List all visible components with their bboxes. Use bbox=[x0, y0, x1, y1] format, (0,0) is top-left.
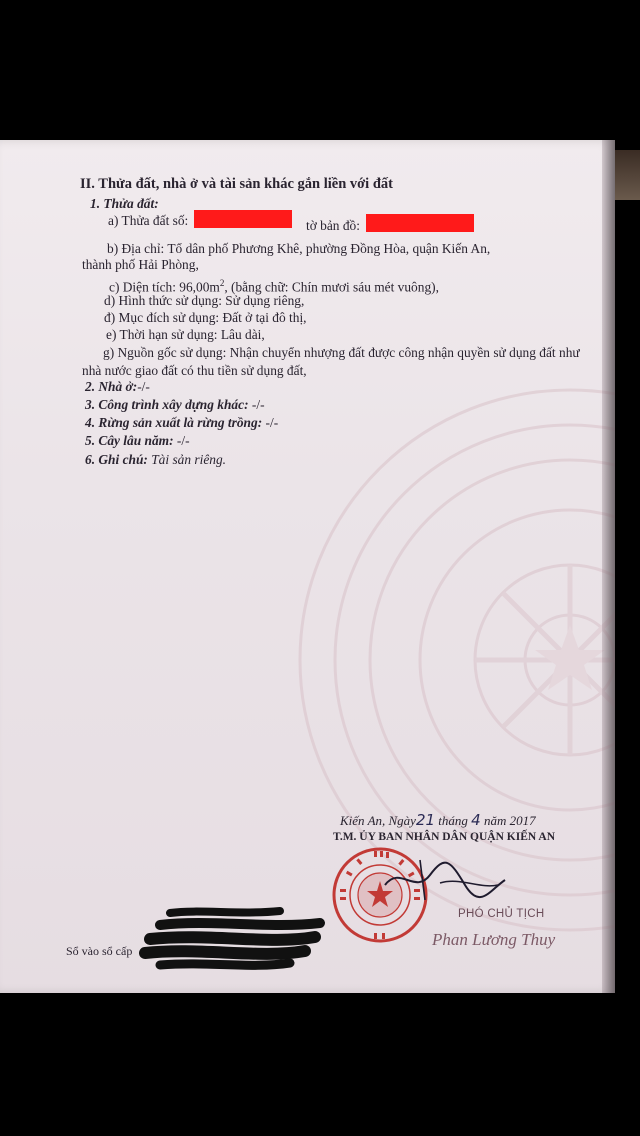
forest-row bbox=[85, 415, 278, 431]
month-label: tháng bbox=[438, 813, 468, 828]
construction-row bbox=[85, 397, 265, 413]
area-prefix: c) Diện tích: 96,00m bbox=[109, 279, 220, 295]
house-value: -/- bbox=[137, 379, 150, 394]
area-superscript: 2 bbox=[219, 278, 225, 288]
date-day: 21 bbox=[415, 811, 436, 829]
bottom-black-margin bbox=[0, 993, 640, 1136]
map-sheet-label: tờ bản đồ: bbox=[306, 218, 360, 233]
forest-label: 4. Rừng sản xuất là rừng trồng: bbox=[85, 415, 263, 430]
perennial-value: -/- bbox=[173, 433, 190, 448]
construction-label: 3. Công trình xây dựng khác: bbox=[85, 397, 249, 412]
top-black-margin bbox=[0, 0, 640, 140]
signer-name: Phan Lương Thuy bbox=[432, 930, 556, 949]
issuing-org: T.M. ỦY BAN NHÂN DÂN QUẬN KIẾN AN bbox=[333, 831, 556, 843]
use-purpose: đ) Mục đích sử dụng: Đất ở tại đô thị, bbox=[104, 310, 307, 325]
house-label: 2. Nhà ở: bbox=[85, 379, 138, 394]
origin-line-2: nhà nước giao đất có thu tiền sử dụng đất, bbox=[82, 363, 307, 378]
notes-row bbox=[85, 452, 226, 468]
use-term: e) Thời hạn sử dụng: Lâu dài, bbox=[106, 327, 265, 342]
house-row bbox=[85, 379, 150, 395]
perennial-label: 5. Cây lâu năm: bbox=[85, 433, 174, 448]
forest-value: -/- bbox=[262, 415, 279, 430]
construction-value: -/- bbox=[248, 397, 265, 412]
signer-position: PHÓ CHỦ TỊCH bbox=[458, 908, 545, 920]
notes-label: 6. Ghi chú: bbox=[85, 452, 148, 467]
redacted-parcel-number bbox=[194, 210, 292, 228]
perennial-row bbox=[85, 433, 190, 449]
address-line-2: thành phố Hải Phòng, bbox=[82, 257, 199, 272]
notes-value: Tài sản riêng. bbox=[151, 452, 227, 467]
origin-line-1: g) Nguồn gốc sử dụng: Nhận chuyển nhượng đất được công nhận quyền sử dụng đất như bbox=[103, 345, 580, 360]
place-date bbox=[340, 812, 536, 829]
place-date-prefix: Kiến An, Ngày bbox=[340, 813, 416, 828]
parcel-number-label: a) Thửa đất số: bbox=[108, 213, 189, 228]
land-heading: 1. Thửa đất: bbox=[90, 196, 159, 211]
date-month: 4 bbox=[471, 811, 481, 829]
signature-scribble bbox=[380, 855, 510, 905]
area-suffix: , (bằng chữ: Chín mươi sáu mét vuông), bbox=[224, 279, 439, 295]
use-form: d) Hình thức sử dụng: Sử dụng riêng, bbox=[104, 293, 305, 308]
registry-label: Sổ vào sổ cấp bbox=[66, 944, 133, 958]
desk-background bbox=[612, 150, 640, 200]
address-line-1: b) Địa chỉ: Tổ dân phố Phương Khê, phường Đồng Hòa, quận Kiến An, bbox=[107, 241, 491, 256]
marker-redaction bbox=[130, 905, 330, 985]
section-title: II. Thửa đất, nhà ở và tài sản khác gắn liền với đất bbox=[80, 176, 393, 192]
redacted-map-sheet bbox=[366, 214, 474, 232]
year-label: năm 2017 bbox=[483, 813, 536, 828]
